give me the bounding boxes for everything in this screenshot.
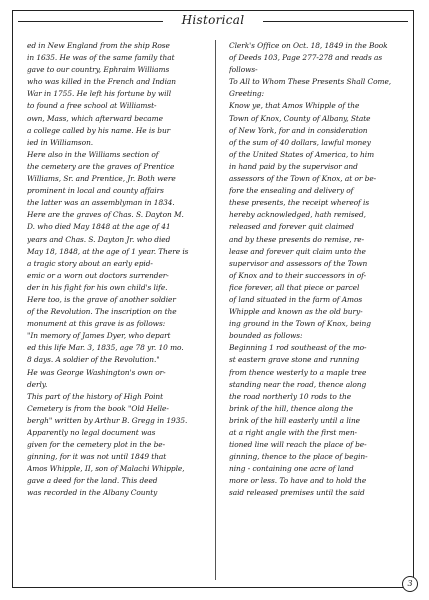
text-line: Whipple and known as the old bury- [229, 307, 363, 317]
text-line: 8 days. A soldier of the Revolution." [27, 355, 160, 365]
text-line: Amos Whipple, II, son of Malachi Whipple, [27, 464, 185, 474]
text-line: of land situated in the farm of Amos [229, 294, 363, 304]
text-line: at a right angle with the first men- [229, 428, 357, 437]
text-line: more or less. To have and to hold the [229, 476, 367, 486]
text-line: ning - containing one acre of land [229, 464, 354, 474]
text-line: emic or a worn out doctors surrender- [27, 270, 169, 280]
text-line: assessors of the Town of Knox, at or be- [229, 174, 377, 184]
text-line: "In memory of James Dyer, who depart [27, 331, 171, 341]
text-line: ed this life Mar. 3, 1835, age 78 yr. 10 mo. [27, 343, 184, 353]
left-text-column [27, 40, 209, 500]
text-line: Town of Knox, County of Albany, State [229, 113, 371, 123]
text-line: the cemetery are the graves of Prentice [27, 161, 175, 171]
text-line: D. who died May 1848 at the age of 41 [27, 222, 171, 232]
text-line: given for the cemetery plot in the be- [27, 440, 166, 450]
page-number-badge: 3 [402, 576, 418, 592]
text-line: lease and forever quit claim unto the [229, 246, 366, 256]
text-line: Apparently no legal document was [27, 428, 156, 437]
text-line: these presents, the receipt whereof is [229, 198, 370, 208]
right-text-column [229, 40, 411, 500]
text-line: der in his fight for his own child's life. [27, 282, 168, 292]
text-line: from thence westerly to a maple tree [229, 367, 367, 377]
text-line: Beginning 1 rod southeast of the mo- [229, 343, 367, 353]
text-line: Greeting: [229, 89, 265, 99]
text-line: in hand paid by the supervisor and [229, 161, 358, 171]
header-rule-left [18, 21, 163, 22]
column-divider [215, 40, 216, 580]
text-line: To All to Whom These Presents Shall Come, [229, 77, 392, 87]
text-line: This part of the history of High Point [27, 391, 164, 401]
text-line: hereby acknowledged, hath remised, [229, 210, 366, 220]
text-line: ied in Williamson. [27, 137, 94, 147]
text-line: Here are the graves of Chas. S. Dayton M. [27, 210, 184, 220]
text-line: Here too, is the grave of another soldier [27, 294, 176, 304]
text-line: of Deeds 103, Page 277-278 and reads as [229, 53, 383, 63]
text-line: gave a deed for the land. This deed [27, 476, 158, 486]
text-line: ing ground in the Town of Knox, being [229, 319, 371, 329]
text-line: derly. [27, 379, 48, 389]
text-line: of Knox and to their successors in of- [229, 270, 367, 280]
text-line: ginning, thence to the place of begin- [229, 452, 368, 462]
text-line: War in 1755. He left his fortune by will [27, 89, 172, 99]
text-line: fice forever, all that piece or parcel [229, 282, 360, 292]
text-line: the road northerly 10 rods to the [229, 391, 352, 401]
text-line: fore the ensealing and delivery of [229, 186, 354, 196]
text-line: Williams, Sr. and Prentice, Jr. Both were [27, 174, 176, 184]
text-line: Know ye, that Amos Whipple of the [229, 101, 360, 111]
text-line: May 18, 1848, at the age of 1 year. There is [27, 246, 189, 256]
page-title: Historical [181, 13, 245, 27]
text-line: He was George Washington's own or- [27, 367, 166, 377]
text-line: a college called by his name. He is bur [27, 125, 171, 135]
text-line: said released premises until the said [229, 488, 365, 498]
text-line: st eastern grave stone and running [229, 355, 360, 365]
text-line: brink of the hill easterly until a line [229, 415, 360, 425]
text-line: to found a free school at Williamst- [27, 101, 157, 111]
text-line: brink of the hill, thence along the [229, 403, 353, 413]
text-line: the latter was an assemblyman in 1834. [27, 198, 175, 208]
text-line: standing near the road, thence along [229, 379, 367, 389]
text-line: and by these presents do remise, re- [229, 234, 365, 244]
text-line: bergh" written by Arthur B. Gregg in 1935. [27, 415, 188, 425]
text-line: supervisor and assessors of the Town [229, 258, 368, 268]
text-line: in 1635. He was of the same family that [27, 53, 175, 63]
text-line: prominent in local and county affairs [27, 186, 164, 196]
text-line: of the United States of America, to him [229, 149, 375, 159]
text-line: who was killed in the French and Indian [27, 77, 176, 87]
text-line: ginning, for it was not until 1849 that [27, 452, 167, 462]
text-line: bounded as follows: [229, 331, 303, 341]
text-line: tioned line will reach the place of be- [229, 440, 367, 450]
page-header [12, 10, 414, 32]
text-line: of the Revolution. The inscription on the [27, 307, 177, 317]
text-line: released and forever quit claimed [229, 222, 354, 232]
text-line: a tragic story about an early epid- [27, 258, 153, 268]
text-line: own, Mass, which afterward became [27, 113, 163, 123]
text-line: was recorded in the Albany County [27, 488, 158, 498]
header-rule-right [263, 21, 408, 22]
text-line: gave to our country, Ephraim Williams [27, 65, 170, 75]
text-line: of New York, for and in consideration [229, 125, 368, 135]
text-line: years and Chas. S. Dayton Jr. who died [27, 234, 171, 244]
text-line: Here also in the Williams section of [27, 149, 159, 159]
text-line: monument at this grave is as follows: [27, 319, 166, 329]
text-line: follows- [229, 65, 258, 75]
text-line: ed in New England from the ship Rose [27, 41, 170, 50]
text-line: of the sum of 40 dollars, lawful money [229, 137, 371, 147]
text-line: Clerk's Office on Oct. 18, 1849 in the Book [229, 41, 388, 50]
text-line: Cemetery is from the book "Old Helle- [27, 403, 169, 413]
